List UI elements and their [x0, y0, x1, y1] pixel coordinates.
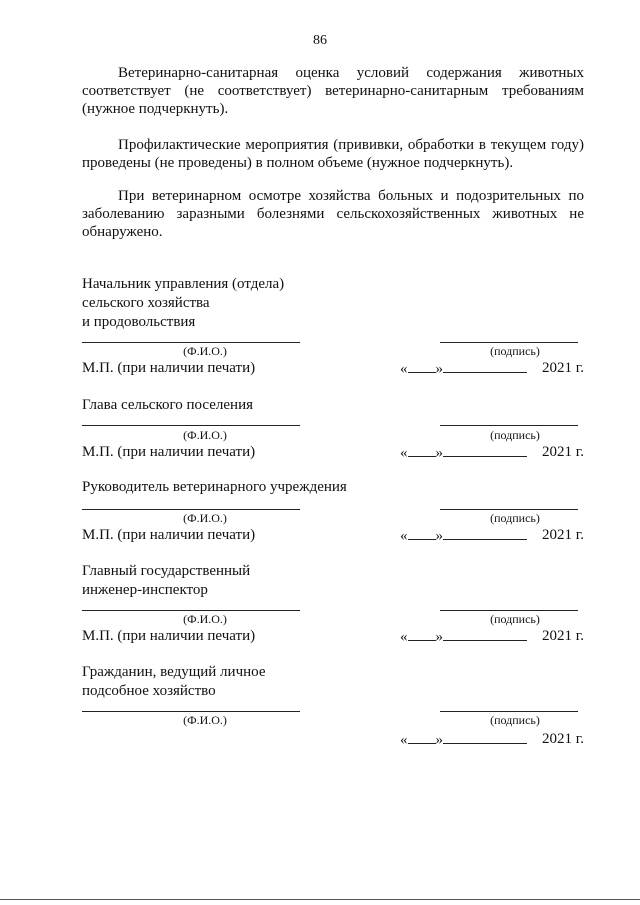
fio-line[interactable] [82, 509, 300, 510]
signature-title-agriculture-head [82, 275, 402, 332]
date-field[interactable] [400, 628, 584, 646]
signature-caption: (подпись) [490, 612, 540, 626]
paragraph-line: (нужное подчеркнуть). [82, 101, 229, 117]
stamp-note: М.П. (при наличии печати) [82, 527, 256, 543]
date-field[interactable] [400, 444, 584, 462]
fio-caption: (Ф.И.О.) [183, 511, 227, 525]
title-line: Начальник управления (отдела) [82, 276, 285, 292]
fio-caption: (Ф.И.О.) [183, 713, 227, 727]
quote-close: » [435, 528, 443, 544]
paragraph-line: проведены (не проведены) в полном объеме (нужное подчеркнуть). [82, 155, 514, 171]
day-blank[interactable] [408, 731, 436, 744]
year-label: 2021 г. [542, 444, 584, 460]
signature-caption: (подпись) [490, 428, 540, 442]
signature-caption: (подпись) [490, 344, 540, 358]
quote-open: « [400, 629, 408, 645]
page-bottom-edge [0, 899, 640, 900]
day-blank[interactable] [408, 444, 436, 457]
day-blank[interactable] [408, 360, 436, 373]
month-blank[interactable] [443, 731, 527, 744]
signature-title-citizen-farmer [82, 663, 402, 701]
stamp-note: М.П. (при наличии печати) [82, 360, 256, 376]
title-line: Глава сельского поселения [82, 397, 254, 413]
signature-caption: (подпись) [490, 713, 540, 727]
signature-title-settlement-head [82, 396, 402, 415]
title-line: подсобное хозяйство [82, 683, 216, 699]
fio-line[interactable] [82, 610, 300, 611]
quote-open: « [400, 732, 408, 748]
date-field[interactable] [400, 731, 584, 749]
signature-line[interactable] [440, 425, 578, 426]
signature-caption: (подпись) [490, 511, 540, 525]
title-line: сельского хозяйства [82, 295, 210, 311]
quote-close: » [435, 629, 443, 645]
date-field[interactable] [400, 360, 584, 378]
stamp-note: М.П. (при наличии печати) [82, 628, 256, 644]
title-line: инженер-инспектор [82, 582, 208, 598]
quote-close: » [435, 732, 443, 748]
day-blank[interactable] [408, 527, 436, 540]
quote-open: « [400, 528, 408, 544]
fio-caption: (Ф.И.О.) [183, 428, 227, 442]
signature-title-vet-head [82, 478, 382, 497]
fio-line[interactable] [82, 711, 300, 712]
signature-line[interactable] [440, 509, 578, 510]
quote-close: » [435, 361, 443, 377]
paragraph-line: соответствует (не соответствует) ветеринарно-санитарным требованиям [82, 83, 584, 99]
paragraph-line: При ветеринарном осмотре хозяйства больных и подозрительных по [118, 188, 584, 204]
fio-caption: (Ф.И.О.) [183, 344, 227, 358]
fio-line[interactable] [82, 425, 300, 426]
title-line: Главный государственный [82, 563, 251, 579]
title-line: Гражданин, ведущий личное [82, 664, 266, 680]
paragraph-inspection-result [82, 187, 584, 241]
month-blank[interactable] [443, 628, 527, 641]
month-blank[interactable] [443, 444, 527, 457]
year-label: 2021 г. [542, 360, 584, 376]
year-label: 2021 г. [542, 527, 584, 543]
fio-line[interactable] [82, 342, 300, 343]
page-number: 86 [313, 33, 327, 48]
quote-open: « [400, 361, 408, 377]
title-line: Руководитель ветеринарного учреждения [82, 479, 347, 495]
date-field[interactable] [400, 527, 584, 545]
paragraph-line: заболеванию заразными болезнями сельскохозяйственных животных не [82, 206, 584, 222]
paragraph-line: Ветеринарно-санитарная оценка условий содержания животных [118, 65, 584, 81]
signature-line[interactable] [440, 610, 578, 611]
stamp-note: М.П. (при наличии печати) [82, 444, 256, 460]
month-blank[interactable] [443, 527, 527, 540]
paragraph-sanitary-assessment [82, 64, 584, 118]
fio-caption: (Ф.И.О.) [183, 612, 227, 626]
paragraph-line: обнаружено. [82, 224, 163, 240]
signature-line[interactable] [440, 711, 578, 712]
signature-title-chief-engineer [82, 562, 402, 600]
quote-open: « [400, 445, 408, 461]
signature-line[interactable] [440, 342, 578, 343]
year-label: 2021 г. [542, 628, 584, 644]
year-label: 2021 г. [542, 731, 584, 747]
month-blank[interactable] [443, 360, 527, 373]
paragraph-line: Профилактические мероприятия (прививки, обработки в текущем году) [118, 137, 584, 153]
paragraph-preventive-measures [82, 136, 584, 172]
quote-close: » [435, 445, 443, 461]
title-line: и продовольствия [82, 314, 196, 330]
day-blank[interactable] [408, 628, 436, 641]
